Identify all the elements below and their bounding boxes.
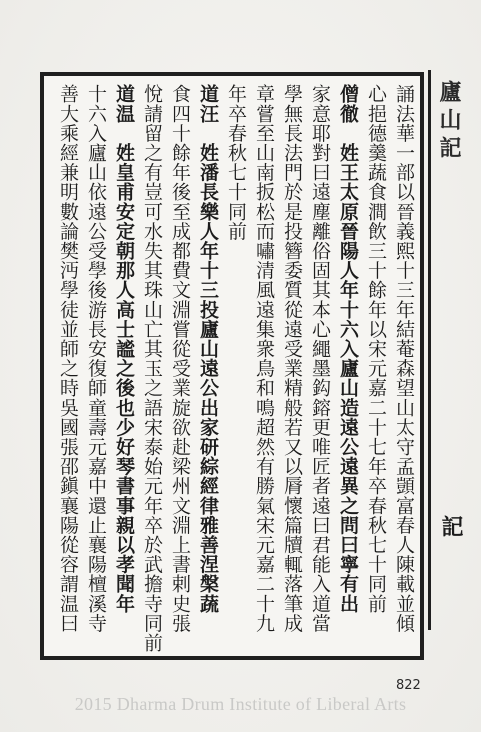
text-column-7: 年卒春秋七十同前 — [225, 84, 247, 241]
text-column-10: 悅請留之有豈可水失其珠山亡其玉之語宋泰始元年卒於武擔寺同前 — [141, 84, 163, 652]
text-column-12: 十六入廬山依遠公受學後游長安復師童壽元嘉中還止襄陽檀溪寺 — [85, 84, 107, 633]
text-column-4: 家意耶對曰遠塵離俗固其本心繩墨鈎鎔更唯匠者遠曰君能入道當 — [309, 84, 331, 633]
text-column-6: 章嘗至山南扳松而嘯清風遠集衆鳥和鳴超然有勝氣宋元嘉二十九 — [253, 84, 275, 633]
text-column-5: 學無長法門於是投簪委質從遠受業精般若又以脣懷篇牘輒落筆成 — [281, 84, 303, 633]
text-column-1: 誦法華一部以晉義熙十三年結菴森望山太守孟顗富春人陳載並傾 — [393, 84, 415, 633]
entry-column-seng-che: 僧徹 姓王太原晉陽人年十六入廬山造遠公遠異之問曰寧有出 — [337, 84, 359, 614]
text-column-13: 善大乘經兼明數論樊沔學徒並師之時吳國張邵鎭襄陽從容謂温曰 — [57, 84, 79, 633]
text-column-9: 食四十餘年後至成都費文淵嘗從受業旋欲赴梁州文淵上書剌史張 — [169, 84, 191, 633]
entry-column-dao-wang: 道汪 姓潘長樂人年十三投廬山遠公出家研綜經律雅善涅槃蔬 — [197, 84, 219, 614]
page-number: 822 — [396, 678, 421, 693]
entry-column-dao-wen: 道温 姓皇甫安定朝那人高士謐之後也少好琴書事親以孝聞年 — [113, 84, 135, 614]
running-title: 廬山記 — [436, 80, 462, 164]
text-column-2: 心挹德羹蔬食澗飲三十餘年以宋元嘉二十七年卒春秋七十同前 — [365, 84, 387, 614]
watermark-footer: 2015 Dharma Drum Institute of Liberal Arts — [74, 694, 407, 714]
margin-mark: 記 — [438, 515, 464, 537]
text-frame — [40, 72, 424, 660]
